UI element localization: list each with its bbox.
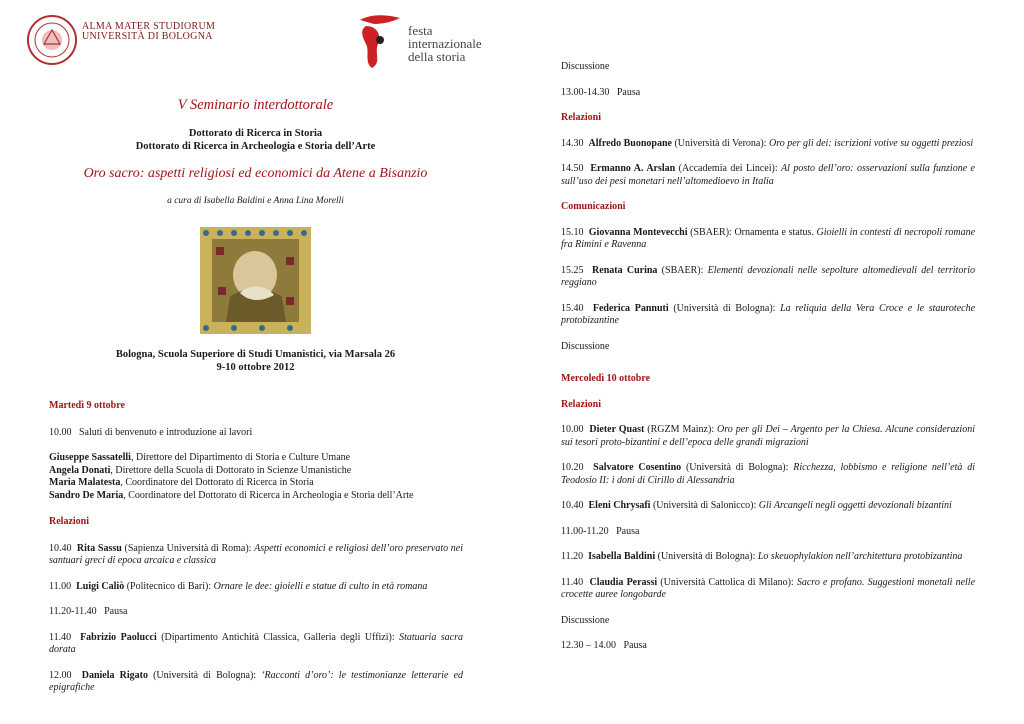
entry-affiliation: (Università di Bologna): <box>655 551 758 562</box>
entry-affiliation: (Università di Bologna): <box>668 302 781 314</box>
program-entry <box>49 581 463 594</box>
festa-storia-text <box>408 24 482 63</box>
entry-plain: e status. <box>781 226 817 238</box>
greeting-name: Giuseppe Sassatelli <box>49 452 131 463</box>
entry-time: 15.40 <box>561 302 584 314</box>
entry-speaker: Ermanno A. Arslan <box>590 163 676 174</box>
dottorato-storia: Dottorato di Ricerca in Storia <box>188 128 323 139</box>
entry-time: 14.30 <box>561 137 584 149</box>
entry-title: Ricchezza, lobbismo e religione nell’età di Teodosio II: i doni di Cirillo di Alessandria <box>561 462 975 486</box>
program-entry <box>561 265 975 290</box>
entry-affiliation: (Politecnico di Bari): <box>124 580 214 592</box>
entry-speaker: Rita Sassu <box>76 542 122 554</box>
greeting-name: Sandro De Maria <box>49 489 124 501</box>
pause-entry <box>561 640 975 653</box>
discussione: Discussione <box>561 614 610 626</box>
entry-title: ‘Racconti d’oro’: le testimonianze letterarie ed epigrafiche <box>49 669 464 693</box>
entry-title: Oro per gli Dei – Argento per la Chiesa. Alcune considerazioni sui tesori proto-bizantini e dell’epoca delle grandi migrazioni <box>561 424 975 448</box>
entry-title: Statuaria sacra dorata <box>49 631 464 655</box>
entry-speaker: Federica Pannuti <box>592 302 669 314</box>
entry-affiliation: (Università di Verona): <box>671 137 769 149</box>
entry-time: 11.20 <box>561 551 584 562</box>
entry-title: La reliquia della Vera Croce e le stauroteche protobizantine <box>561 302 976 326</box>
entry-speaker: Dieter Quast <box>589 424 645 435</box>
pause-label: Pausa <box>104 606 128 617</box>
pause-entry <box>561 87 975 100</box>
program-entry <box>561 227 975 252</box>
entry-affiliation: (Università di Salonicco): <box>650 500 759 511</box>
main-title: Oro sacro: aspetti religiosi ed economici da Atene a Bisanzio <box>83 166 428 181</box>
entry-title: Gli Arcangeli negli oggetti devozionali bizantini <box>758 500 952 511</box>
greeting-role: , Coordinatore del Dottorato di Ricerca in Archeologia e Storia dell’Arte <box>123 489 414 501</box>
entry-title: Oro per gli dei: iscrizioni votive su oggetti preziosi <box>768 137 974 149</box>
festa-line1: festa <box>408 23 433 38</box>
entry-affiliation: (SBAER): <box>657 264 708 276</box>
seminar-title: V Seminario interdottorale <box>177 97 334 113</box>
greeting-item <box>49 465 463 478</box>
comunicazioni-heading: Comunicazioni <box>561 201 626 212</box>
day2-heading: Mercoledì 10 ottobre <box>561 373 651 384</box>
greeting-name: Maria Malatesta <box>49 477 121 488</box>
program-entry <box>49 543 463 568</box>
entry-title: Ornare le dee: gioielli e statue di culto in età romana <box>213 580 428 592</box>
relazioni-heading: Relazioni <box>49 516 89 527</box>
entry-speaker: Daniela Rigato <box>81 669 148 681</box>
discussione: Discussione <box>561 61 610 72</box>
greeting-role: , Coordinatore del Dottorato di Ricerca in Storia <box>120 477 314 488</box>
discussione: Discussione <box>561 340 610 352</box>
program-entry <box>561 577 975 602</box>
entry-title: Gioielli in contesti di necropoli romane fra Rimini e Ravenna <box>561 226 976 250</box>
university-name-line2: UNIVERSITÀ DI BOLOGNA <box>82 31 213 42</box>
entry-time: 10.40 <box>49 542 72 554</box>
entry-time: 11.00-11.20 <box>561 525 609 537</box>
venue: Bologna, Scuola Superiore di Studi Umanistici, via Marsala 26 <box>115 349 396 360</box>
entry-title: Elementi devozionali nelle sepolture altomedievali del territorio reggiano <box>561 264 976 288</box>
entry-title: Al posto dell’oro: osservazioni sulla funzione e sull’uso dei pesi monetari nell’altomedioevo in Italia <box>561 163 975 187</box>
right-program <box>561 61 975 653</box>
entry-title: Aspetti economici e religiosi dell’oro preservato nei santuari greci di epoca arcaica e classica <box>49 542 464 566</box>
greeting-item <box>49 490 463 503</box>
greeting-role: , Direttore del Dipartimento di Storia e Culture Umane <box>130 452 351 463</box>
entry-title: Sacro e profano. Suggestioni monetali nelle crocette auree longobarde <box>561 576 976 600</box>
relazioni-heading: Relazioni <box>561 112 601 123</box>
entry-speaker: Eleni Chrysafi <box>588 500 651 511</box>
program-entry <box>561 138 975 151</box>
entry-speaker: Giovanna Montevecchi <box>588 226 688 238</box>
festa-line3: della storia <box>408 49 466 64</box>
welcome-text: Saluti di benvenuto e introduzione ai lavori <box>79 426 253 438</box>
program-entry <box>561 500 975 513</box>
pause-label: Pausa <box>616 525 640 537</box>
program-entry <box>561 551 975 564</box>
program-entry <box>561 462 975 487</box>
entry-affiliation: (SBAER): Ornamenta <box>687 226 782 238</box>
left-program <box>49 400 463 695</box>
entry-time: 11.00 <box>49 580 72 592</box>
day1-heading: Martedì 9 ottobre <box>49 400 125 411</box>
entry-affiliation: (Accademia dei Lincei): <box>675 163 782 174</box>
entry-time: 12.00 <box>49 669 72 681</box>
entry-time: 11.40 <box>49 631 72 643</box>
entry-affiliation: (Università di Bologna): <box>147 669 262 681</box>
entry-speaker: Alfredo Buonopane <box>588 137 672 149</box>
entry-affiliation: (Dipartimento Antichità Classica, Galleria degli Uffizi): <box>156 631 400 643</box>
pause-entry <box>49 606 463 619</box>
entry-affiliation: (RGZM Mainz): <box>644 424 718 435</box>
relazioni-heading: Relazioni <box>561 398 601 410</box>
festa-line2: internazionale <box>408 36 482 51</box>
pause-label: Pausa <box>623 640 647 651</box>
program-entry <box>561 163 975 188</box>
entry-speaker: Fabrizio Paolucci <box>80 631 157 643</box>
pause-label: Pausa <box>616 86 641 98</box>
entry-time: 15.10 <box>561 226 584 238</box>
festa-storia-logo <box>356 12 406 70</box>
entry-speaker: Salvatore Cosentino <box>593 462 682 473</box>
entry-time: 15.25 <box>561 264 584 276</box>
entry-time: 13.00-14.30 <box>561 86 610 98</box>
entry-time: 10.20 <box>561 462 584 473</box>
pause-entry <box>561 526 975 539</box>
university-seal-logo <box>26 14 78 66</box>
curators: a cura di Isabella Baldini e Anna Lina Morelli <box>167 196 344 206</box>
program-entry <box>49 632 463 657</box>
program-entry <box>49 670 463 695</box>
greeting-item <box>49 452 463 465</box>
entry-time: 14.50 <box>561 163 584 174</box>
dottorato-archeologia: Dottorato di Ricerca in Archeologia e Storia dell’Arte <box>135 141 376 152</box>
entry-affiliation: (Sapienza Università di Roma): <box>121 542 255 554</box>
greetings-list <box>49 452 463 502</box>
greeting-item <box>49 477 463 490</box>
university-name <box>82 22 215 42</box>
welcome-time: 10.00 <box>49 426 72 438</box>
entry-speaker: Renata Curina <box>592 264 658 276</box>
mosaic-image <box>200 227 311 334</box>
greeting-role: , Direttore della Scuola di Dottorato in Scienze Umanistiche <box>110 464 352 476</box>
entry-speaker: Luigi Caliò <box>76 580 125 592</box>
program-entry <box>561 424 975 449</box>
entry-affiliation: (Università di Bologna): <box>681 462 794 473</box>
entry-title: Lo skeuophylakion nell’architettura protobizantina <box>757 551 963 562</box>
entry-affiliation: (Università Cattolica di Milano): <box>657 576 797 588</box>
entry-speaker: Claudia Perassi <box>589 576 658 588</box>
entry-time: 12.30 – 14.00 <box>561 640 616 651</box>
welcome-line <box>49 427 463 440</box>
entry-time: 11.20-11.40 <box>49 606 97 617</box>
entry-speaker: Isabella Baldini <box>588 551 656 562</box>
greeting-name: Angela Donati <box>49 464 111 476</box>
entry-time: 10.00 <box>561 424 584 435</box>
program-entry <box>561 303 975 328</box>
entry-time: 11.40 <box>561 576 584 588</box>
entry-time: 10.40 <box>561 500 584 511</box>
university-name-line1: ALMA MATER STUDIORUM <box>82 21 216 32</box>
event-dates: 9-10 ottobre 2012 <box>216 362 295 373</box>
